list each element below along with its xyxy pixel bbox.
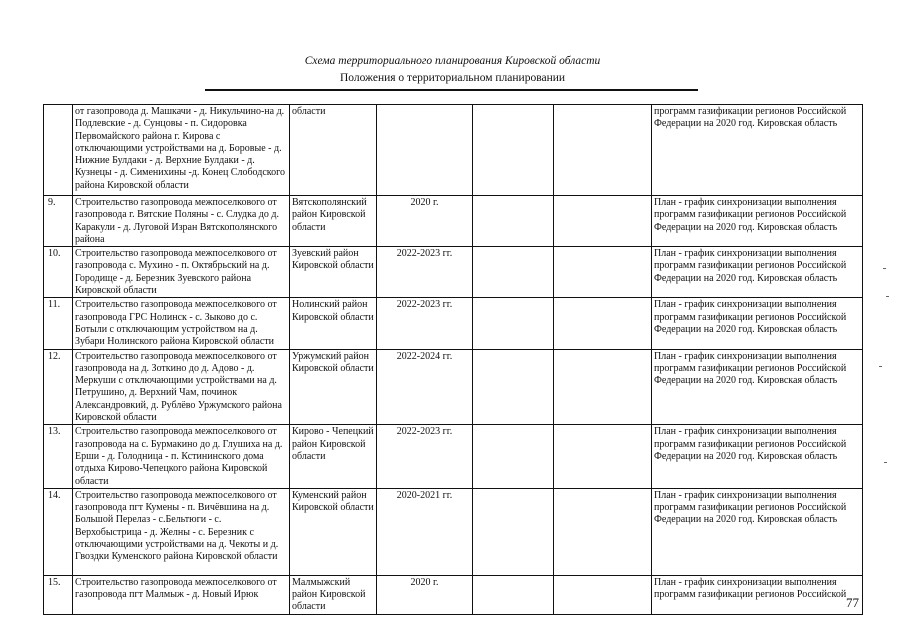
empty-cell xyxy=(554,425,652,488)
document-title: Схема территориального планирования Кировской области xyxy=(304,55,601,67)
page-number: 77 xyxy=(846,595,859,610)
empty-cell xyxy=(473,349,554,425)
table-row xyxy=(44,349,863,425)
table-row xyxy=(44,105,863,196)
empty-cell xyxy=(473,247,554,298)
row-number: 9. xyxy=(44,196,73,247)
planning-basis: План - график синхронизации выполнения программ газификации регионов Российской Федерации на 2020 год. Кировская область xyxy=(652,196,863,247)
planning-basis: программ газификации регионов Российской Федерации на 2020 год. Кировская область xyxy=(652,105,863,196)
scan-artifact xyxy=(879,366,882,367)
row-number: 11. xyxy=(44,298,73,349)
row-number: 13. xyxy=(44,425,73,488)
planning-basis: План - график синхронизации выполнения программ газификации регионов Российской Федерации на 2020 год. Кировская область xyxy=(652,247,863,298)
empty-cell xyxy=(554,488,652,575)
empty-cell xyxy=(554,575,652,614)
planning-basis: План - график синхронизации выполнения программ газификации регионов Российской Федерации на 2020 год. Кировская область xyxy=(652,425,863,488)
project-location: Малмыжский район Кировской области xyxy=(290,575,377,614)
implementation-period: 2022-2023 гг. xyxy=(377,247,473,298)
empty-cell xyxy=(473,425,554,488)
table-row xyxy=(44,488,863,575)
planning-basis: План - график синхронизации выполнения программ газификации регионов Российской Федерации на 2020 год. Кировская область xyxy=(652,298,863,349)
project-location: Нолинский район Кировской области xyxy=(290,298,377,349)
empty-cell xyxy=(554,196,652,247)
empty-cell xyxy=(473,196,554,247)
implementation-period: 2020 г. xyxy=(377,196,473,247)
empty-cell xyxy=(554,349,652,425)
empty-cell xyxy=(473,105,554,196)
project-location: Вятскополянский район Кировской области xyxy=(290,196,377,247)
planning-basis: План - график синхронизации выполнения программ газификации регионов Российской Федерации на 2020 год. Кировская область xyxy=(652,349,863,425)
table-row xyxy=(44,425,863,488)
project-location: Уржумский район Кировской области xyxy=(290,349,377,425)
table-row xyxy=(44,196,863,247)
planning-basis: План - график синхронизации выполнения программ газификации регионов Российской Федерации на 2020 год. Кировская область xyxy=(652,488,863,575)
project-description: Строительство газопровода межпоселкового от газопровода пгт Малмыж - д. Новый Ирюк xyxy=(73,575,290,614)
row-number: 15. xyxy=(44,575,73,614)
table-row xyxy=(44,298,863,349)
project-description: от газопровода д. Машкачи - д. Никульчино-на д. Подлевские - д. Сунцовы - п. Сидоровка Первомайского района г. Кирова с отключающими устройствами на д. Боровые - д. Нижние Булдаки - д. Верхние Булдаки - д. Кузнецы - д. Сименихины -д. Конец Слободского района Кировской области xyxy=(73,105,290,196)
project-description: Строительство газопровода межпоселкового от газопровода ГРС Нолинск - с. Зыково до с. Ботыли с отключающим устройством на д. Зубари Нолинского района Кировской области xyxy=(73,298,290,349)
empty-cell xyxy=(473,488,554,575)
scan-artifact xyxy=(886,296,889,297)
project-description: Строительство газопровода межпоселкового от газопровода на д. Зоткино до д. Адово - д. Меркуши с отключающими устройствами на д. Петрушино, д. Верхний Чам, починок Александровкий, д. Рублёво Уржумского района Кировской области xyxy=(73,349,290,425)
project-description: Строительство газопровода межпоселкового от газопровода с. Мухино - п. Октябрьский на д. Городище - д. Березник Зуевского района Кировской области xyxy=(73,247,290,298)
planning-basis: План - график синхронизации выполнения программ газификации регионов Российской xyxy=(652,575,863,614)
empty-cell xyxy=(554,247,652,298)
empty-cell xyxy=(473,575,554,614)
project-location: Зуевский район Кировской области xyxy=(290,247,377,298)
row-number xyxy=(44,105,73,196)
implementation-period: 2022-2023 гг. xyxy=(377,425,473,488)
implementation-period: 2020 г. xyxy=(377,575,473,614)
project-description: Строительство газопровода межпоселкового от газопровода г. Вятские Поляны - с. Слудка до д. Каракули - д. Луговой Изран Вятскополянского района xyxy=(73,196,290,247)
row-number: 12. xyxy=(44,349,73,425)
implementation-period: 2020-2021 гг. xyxy=(377,488,473,575)
empty-cell xyxy=(554,105,652,196)
scan-artifact xyxy=(883,268,886,269)
implementation-period: 2022-2023 гг. xyxy=(377,298,473,349)
project-description: Строительство газопровода межпоселкового от газопровода на с. Бурмакино до д. Глушиха на д. Ерши - д. Голодница - п. Кстининского дома отдыха Кирово-Чепецкого района Кировской области xyxy=(73,425,290,488)
implementation-period xyxy=(377,105,473,196)
implementation-period: 2022-2024 гг. xyxy=(377,349,473,425)
scan-artifact xyxy=(884,462,887,463)
project-description: Строительство газопровода межпоселкового от газопровода пгт Кумены - п. Вичёвшина на д. Большой Перелаз - с.Бельтюги - с. Верхобыстрица - д. Желны - с. Березник с отключающими устройствами на д. Чекоты и д. Гвоздки Куменского района Кировской области xyxy=(73,488,290,575)
empty-cell xyxy=(473,298,554,349)
planning-table xyxy=(43,104,863,615)
project-location: области xyxy=(290,105,377,196)
row-number: 14. xyxy=(44,488,73,575)
document-subtitle: Положения о территориальном планировании xyxy=(339,72,566,84)
table-row xyxy=(44,247,863,298)
project-location: Куменский район Кировской области xyxy=(290,488,377,575)
empty-cell xyxy=(554,298,652,349)
header-divider xyxy=(205,89,698,91)
table-row xyxy=(44,575,863,614)
row-number: 10. xyxy=(44,247,73,298)
project-location: Кирово - Чепецкий район Кировской области xyxy=(290,425,377,488)
